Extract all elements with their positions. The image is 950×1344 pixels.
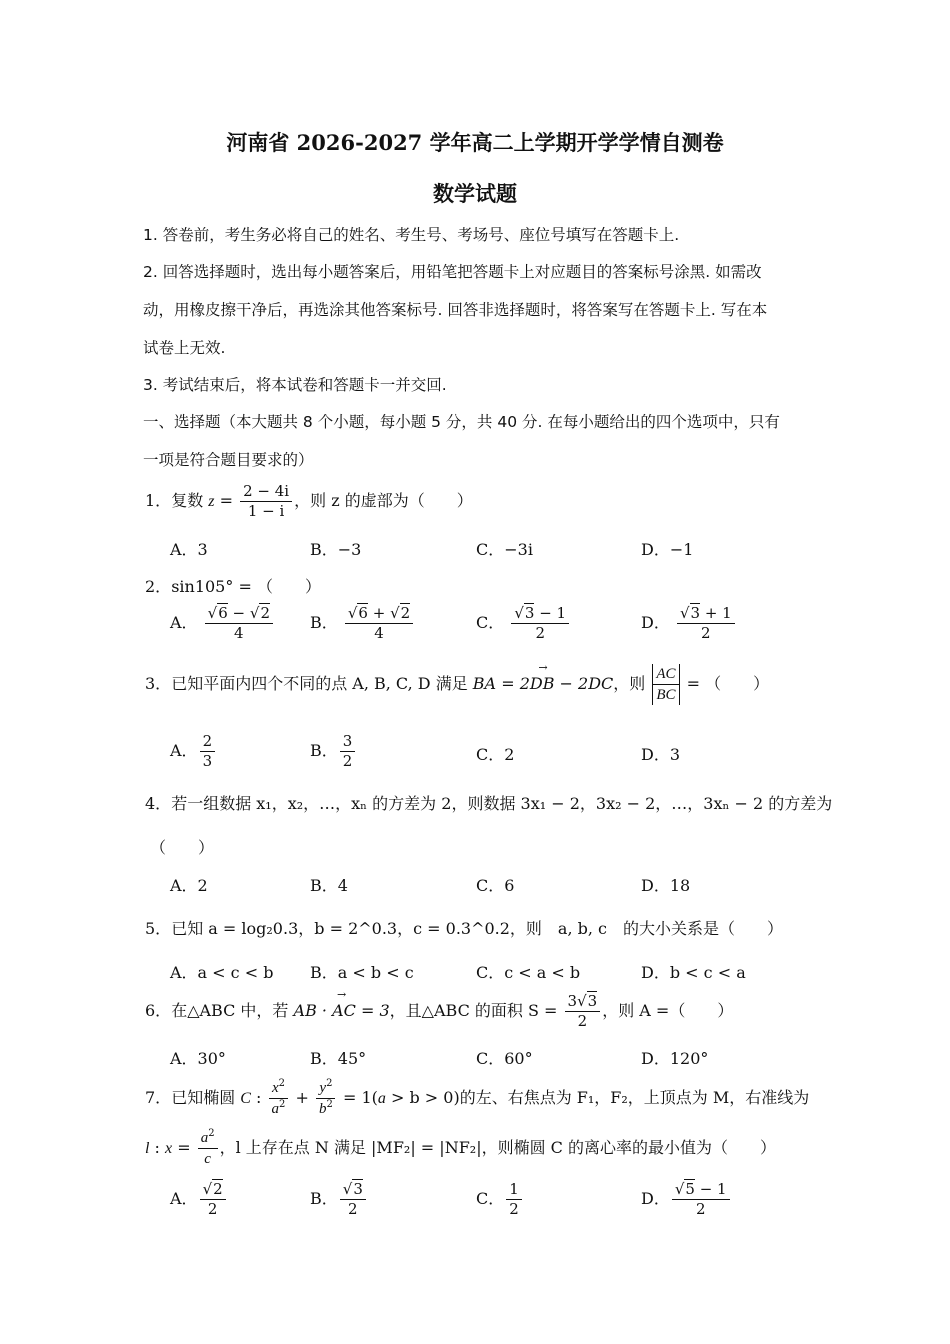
- question-4: 4．若一组数据 x₁，x₂，…，xₙ 的方差为 2，则数据 3x₁ − 2，3x₂ − 2，…，3xₙ − 2 的方差为: [145, 794, 833, 813]
- option-b: B．4: [310, 876, 348, 895]
- answer-blank: （ ）: [150, 838, 215, 857]
- option-a: A． $\frac{√2}{2}$: [170, 1180, 228, 1219]
- question-7: 7．已知椭圆 C : $\frac{x^2}{a^2}$ + $\frac{y^2}{b^2}$ = 1(a > b > 0)的左、右焦点为 F₁，F₂，上顶点为 M，右准线为: [145, 1078, 810, 1117]
- exam-subtitle: 数学试题: [433, 181, 517, 206]
- exam-title: 河南省 2026-2027 学年高二上学期开学学情自测卷: [226, 130, 724, 155]
- option-c: C． $\frac{1}{2}$: [476, 1180, 524, 1219]
- option-b: B． $\frac{√6 + √2}{4}$: [310, 604, 415, 643]
- note-line: 1. 答卷前，考生务必将自己的姓名、考生号、考场号、座位号填写在答题卡上.: [143, 226, 680, 244]
- question-3: 3．已知平面内四个不同的点 A, B, C, D 满足 → BA = 2DB − 2DC，则 $\frac{AC}{BC}$ = （ ）: [145, 664, 769, 705]
- note-line: 2. 回答选择题时，选出每小题答案后，用铅笔把答题卡上对应题目的答案标号涂黑. 如需改: [143, 263, 762, 281]
- option-c: C．60°: [476, 1049, 533, 1068]
- option-d: D．120°: [641, 1049, 709, 1068]
- option-b: B．45°: [310, 1049, 367, 1068]
- option-d: D．18: [641, 876, 691, 895]
- question-6: 6．在△ABC 中，若 → AB · AC = 3，且△ABC 的面积 S = $\frac{3√3}{2}$ ，则 A =（ ）: [145, 992, 733, 1031]
- question-5: 5．已知 a = log₂0.3，b = 2^0.3，c = 0.3^0.2，则 a, b, c 的大小关系是（ ）: [145, 919, 784, 938]
- option-c: C．−3i: [476, 540, 533, 559]
- option-b: B．a < b < c: [310, 963, 414, 982]
- option-d: D． $\frac{√3 + 1}{2}$: [641, 604, 737, 643]
- option-a: A．3: [170, 540, 208, 559]
- option-c: C．6: [476, 876, 515, 895]
- option-d: D．3: [641, 745, 681, 764]
- option-d: D．−1: [641, 540, 694, 559]
- option-c: C．2: [476, 745, 515, 764]
- vector-product: → AB · AC = 3: [294, 1001, 390, 1020]
- option-a: A． $\frac{√6 - √2}{4}$: [170, 604, 275, 643]
- option-b: B． $\frac{3}{2}$: [310, 732, 357, 771]
- option-a: A．30°: [170, 1049, 226, 1068]
- question-7-cont: l : x = $\frac{a^2}{c}$ ，l 上存在点 N 满足 |MF₂| = |NF₂|，则椭圆 C 的离心率的最小值为（ ）: [145, 1128, 777, 1167]
- option-a: A． $\frac{2}{3}$: [170, 732, 217, 771]
- option-d: D．b < c < a: [641, 963, 746, 982]
- fraction: $\frac{2 - 4i}{1 - i}$: [240, 482, 292, 521]
- note-line: 试卷上无效.: [143, 339, 226, 357]
- note-line: 动，用橡皮擦干净后，再选涂其他答案标号. 回答非选择题时，将答案写在答题卡上. 写在本: [143, 301, 768, 319]
- note-line: 3. 考试结束后，将本试卷和答题卡一并交回.: [143, 376, 447, 394]
- question-2: 2．sin105° = （ ）: [145, 577, 321, 596]
- section-heading: 一、选择题（本大题共 8 个小题，每小题 5 分，共 40 分. 在每小题给出的四个选项中，只有: [143, 413, 780, 431]
- option-c: C． $\frac{√3 - 1}{2}$: [476, 604, 571, 643]
- section-heading-cont: 一项是符合题目要求的）: [143, 451, 314, 469]
- option-d: D． $\frac{√5 - 1}{2}$: [641, 1180, 732, 1219]
- option-b: B． $\frac{√3}{2}$: [310, 1180, 368, 1219]
- option-a: A．2: [170, 876, 208, 895]
- vector-condition: → BA = 2DB − 2DC: [473, 674, 613, 693]
- option-a: A．a < c < b: [170, 963, 274, 982]
- option-c: C．c < a < b: [476, 963, 581, 982]
- option-b: B．−3: [310, 540, 362, 559]
- question-1: 1．复数 z = $\frac{2 - 4i}{1 - i}$ ，则 z 的虚部为（ ）: [145, 482, 473, 520]
